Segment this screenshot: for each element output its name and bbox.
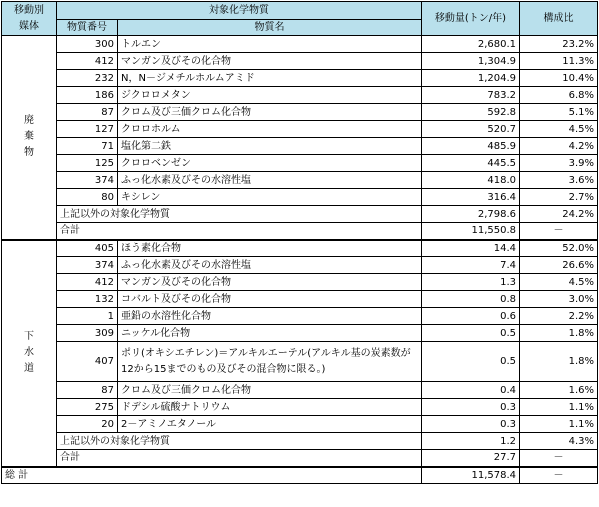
composition-ratio: 23.2% bbox=[520, 36, 598, 53]
substance-name: 2－アミノエタノール bbox=[118, 416, 422, 433]
substance-name: クロロホルム bbox=[118, 121, 422, 138]
transfer-amount-table bbox=[1, 1, 598, 484]
medium-category bbox=[2, 240, 57, 467]
table-row bbox=[2, 325, 598, 342]
substance-name: ジクロロメタン bbox=[118, 87, 422, 104]
transfer-amount: 592.8 bbox=[422, 104, 520, 121]
transfer-amount: 520.7 bbox=[422, 121, 520, 138]
substance-name: 亜鉛の水溶性化合物 bbox=[118, 308, 422, 325]
transfer-amount: 0.5 bbox=[422, 342, 520, 382]
subtotal-amount: 27.7 bbox=[422, 450, 520, 467]
substance-no: 71 bbox=[57, 138, 118, 155]
table-row bbox=[2, 87, 598, 104]
table-row bbox=[2, 189, 598, 206]
substance-name: コバルト及びその化合物 bbox=[118, 291, 422, 308]
header-medium bbox=[2, 2, 57, 36]
substance-no: 374 bbox=[57, 172, 118, 189]
transfer-amount: 783.2 bbox=[422, 87, 520, 104]
header-medium-line1: 移動別 bbox=[14, 4, 44, 16]
substance-no: 412 bbox=[57, 53, 118, 70]
substance-no: 87 bbox=[57, 382, 118, 399]
substance-no: 186 bbox=[57, 87, 118, 104]
medium-category-char: 廃 bbox=[24, 115, 34, 127]
table-row bbox=[2, 172, 598, 189]
subtotal-ratio: － bbox=[520, 223, 598, 240]
substance-name: ふっ化水素及びその水溶性塩 bbox=[118, 172, 422, 189]
composition-ratio: 1.8% bbox=[520, 325, 598, 342]
substance-no: 232 bbox=[57, 70, 118, 87]
composition-ratio: 52.0% bbox=[520, 240, 598, 257]
grand-total-label: 総 計 bbox=[2, 467, 422, 484]
substance-no: 80 bbox=[57, 189, 118, 206]
medium-category-char: 棄 bbox=[24, 131, 34, 143]
substance-no: 127 bbox=[57, 121, 118, 138]
transfer-amount: 14.4 bbox=[422, 240, 520, 257]
substance-no: 412 bbox=[57, 274, 118, 291]
table-row bbox=[2, 121, 598, 138]
other-ratio: 24.2% bbox=[520, 206, 598, 223]
table-row bbox=[2, 342, 598, 382]
substance-name: クロム及び三価クロム化合物 bbox=[118, 382, 422, 399]
other-ratio: 4.3% bbox=[520, 433, 598, 450]
composition-ratio: 10.4% bbox=[520, 70, 598, 87]
composition-ratio: 5.1% bbox=[520, 104, 598, 121]
table-row bbox=[2, 416, 598, 433]
medium-category bbox=[2, 36, 57, 240]
transfer-amount: 445.5 bbox=[422, 155, 520, 172]
medium-category-char: 水 bbox=[24, 347, 34, 358]
composition-ratio: 3.9% bbox=[520, 155, 598, 172]
other-label: 上記以外の対象化学物質 bbox=[57, 433, 422, 450]
substance-no: 125 bbox=[57, 155, 118, 172]
table-row bbox=[2, 291, 598, 308]
composition-ratio: 26.6% bbox=[520, 257, 598, 274]
grand-total-amount: 11,578.4 bbox=[422, 467, 520, 484]
composition-ratio: 11.3% bbox=[520, 53, 598, 70]
substance-name: マンガン及びその化合物 bbox=[118, 53, 422, 70]
substance-no: 275 bbox=[57, 399, 118, 416]
composition-ratio: 4.2% bbox=[520, 138, 598, 155]
composition-ratio: 1.1% bbox=[520, 399, 598, 416]
transfer-amount: 1,204.9 bbox=[422, 70, 520, 87]
subtotal-label: 合計 bbox=[57, 223, 422, 240]
transfer-amount: 0.3 bbox=[422, 399, 520, 416]
table-row bbox=[2, 274, 598, 291]
substance-name: ドデシル硫酸ナトリウム bbox=[118, 399, 422, 416]
other-label: 上記以外の対象化学物質 bbox=[57, 206, 422, 223]
header-substance-group: 対象化学物質 bbox=[57, 2, 422, 20]
composition-ratio: 2.7% bbox=[520, 189, 598, 206]
transfer-amount: 1.3 bbox=[422, 274, 520, 291]
substance-name: トルエン bbox=[118, 36, 422, 53]
subtotal-ratio: － bbox=[520, 450, 598, 467]
grand-total-ratio: － bbox=[520, 467, 598, 484]
substance-no: 20 bbox=[57, 416, 118, 433]
substance-name: クロム及び三価クロム化合物 bbox=[118, 104, 422, 121]
transfer-amount: 0.6 bbox=[422, 308, 520, 325]
substance-no: 300 bbox=[57, 36, 118, 53]
grand-total-row bbox=[2, 467, 598, 484]
composition-ratio: 3.6% bbox=[520, 172, 598, 189]
other-substances-row bbox=[2, 206, 598, 223]
substance-name: 塩化第二鉄 bbox=[118, 138, 422, 155]
substance-name: ポリ(オキシエチレン)＝アルキルエーテル(アルキル基の炭素数が12から15までのもの及びその混合物に限る。) bbox=[118, 342, 422, 382]
composition-ratio: 1.1% bbox=[520, 416, 598, 433]
table-row bbox=[2, 53, 598, 70]
header-amount: 移動量(トン/年) bbox=[422, 2, 520, 36]
transfer-amount: 485.9 bbox=[422, 138, 520, 155]
substance-no: 405 bbox=[57, 240, 118, 257]
table-row bbox=[2, 155, 598, 172]
other-amount: 1.2 bbox=[422, 433, 520, 450]
substance-name: キシレン bbox=[118, 189, 422, 206]
transfer-amount: 418.0 bbox=[422, 172, 520, 189]
table-row bbox=[2, 399, 598, 416]
substance-no: 374 bbox=[57, 257, 118, 274]
table-row bbox=[2, 308, 598, 325]
subtotal-row bbox=[2, 223, 598, 240]
medium-category-char: 道 bbox=[24, 363, 34, 374]
table-row bbox=[2, 382, 598, 399]
composition-ratio: 4.5% bbox=[520, 121, 598, 138]
table-row bbox=[2, 70, 598, 87]
header-medium-line2: 媒体 bbox=[19, 20, 39, 32]
substance-no: 87 bbox=[57, 104, 118, 121]
header-ratio: 構成比 bbox=[520, 2, 598, 36]
composition-ratio: 3.0% bbox=[520, 291, 598, 308]
other-substances-row bbox=[2, 433, 598, 450]
other-amount: 2,798.6 bbox=[422, 206, 520, 223]
substance-name: ふっ化水素及びその水溶性塩 bbox=[118, 257, 422, 274]
table-row bbox=[2, 138, 598, 155]
substance-no: 1 bbox=[57, 308, 118, 325]
transfer-amount: 316.4 bbox=[422, 189, 520, 206]
medium-category-char: 物 bbox=[24, 147, 34, 159]
substance-name: ニッケル化合物 bbox=[118, 325, 422, 342]
transfer-amount: 7.4 bbox=[422, 257, 520, 274]
composition-ratio: 1.6% bbox=[520, 382, 598, 399]
medium-category-char: 下 bbox=[24, 331, 34, 342]
transfer-amount: 1,304.9 bbox=[422, 53, 520, 70]
transfer-amount: 0.3 bbox=[422, 416, 520, 433]
subtotal-label: 合計 bbox=[57, 450, 422, 467]
table-row bbox=[2, 240, 598, 257]
composition-ratio: 1.8% bbox=[520, 342, 598, 382]
header-substance-name: 物質名 bbox=[118, 20, 422, 36]
substance-name: マンガン及びその化合物 bbox=[118, 274, 422, 291]
transfer-amount: 0.4 bbox=[422, 382, 520, 399]
subtotal-amount: 11,550.8 bbox=[422, 223, 520, 240]
composition-ratio: 2.2% bbox=[520, 308, 598, 325]
table-row bbox=[2, 257, 598, 274]
substance-name: ほう素化合物 bbox=[118, 240, 422, 257]
substance-name: N，N－ジメチルホルムアミド bbox=[118, 70, 422, 87]
substance-no: 132 bbox=[57, 291, 118, 308]
composition-ratio: 6.8% bbox=[520, 87, 598, 104]
table-row bbox=[2, 36, 598, 53]
subtotal-row bbox=[2, 450, 598, 467]
transfer-amount: 0.5 bbox=[422, 325, 520, 342]
substance-name: クロロベンゼン bbox=[118, 155, 422, 172]
transfer-amount: 2,680.1 bbox=[422, 36, 520, 53]
composition-ratio: 4.5% bbox=[520, 274, 598, 291]
substance-no: 407 bbox=[57, 342, 118, 382]
table-body bbox=[2, 36, 598, 484]
header-substance-no: 物質番号 bbox=[57, 20, 118, 36]
substance-no: 309 bbox=[57, 325, 118, 342]
transfer-amount: 0.8 bbox=[422, 291, 520, 308]
table-row bbox=[2, 104, 598, 121]
